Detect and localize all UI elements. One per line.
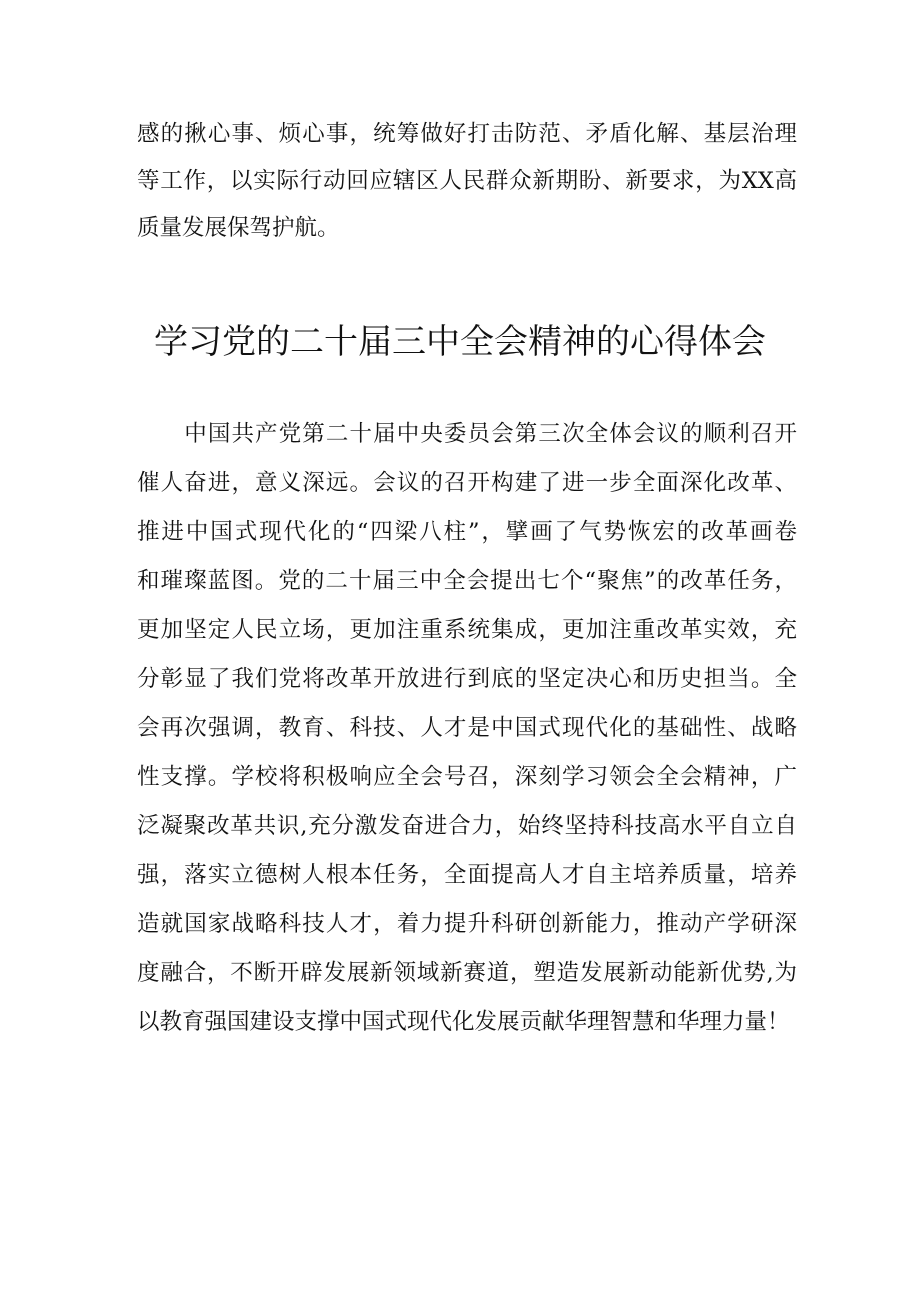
article-line-5: 更加坚定人民立场，更加注重系统集成，更加注重改革实效，充 [137,617,797,643]
continued-paragraph-line-1: 感的揪心事、烦心事，统筹做好打击防范、矛盾化解、基层治理 [137,121,797,147]
article-line-12: 度融合，不断开辟发展新领域新赛道，塑造发展新动能新优势,为 [137,960,797,986]
article-line-8: 性支撑。学校将积极响应全会号召，深刻学习领会全会精神，广 [137,764,797,790]
article-line-9: 泛凝聚改革共识,充分激发奋进合力，始终坚持科技高水平自立自 [137,813,797,839]
article-line-13: 以教育强国建设支撑中国式现代化发展贡献华理智慧和华理力量！ [137,1009,790,1035]
continued-paragraph-line-3: 质量发展保驾护航。 [137,215,340,241]
article-line-4: 和璀璨蓝图。党的二十届三中全会提出七个“聚焦”的改革任务， [137,568,797,594]
article-line-11: 造就国家战略科技人才，着力提升科研创新能力，推动产学研深 [137,911,797,937]
article-line-10: 强，落实立德树人根本任务，全面提高人才自主培养质量，培养 [137,862,797,888]
article-line-1: 中国共产党第二十届中央委员会第三次全体会议的顺利召开 [137,421,797,447]
article-line-6: 分彰显了我们党将改革开放进行到底的坚定决心和历史担当。全 [137,666,797,692]
continued-paragraph-line-2: 等工作，以实际行动回应辖区人民群众新期盼、新要求，为XX高 [137,168,797,194]
article-title: 学习党的二十届三中全会精神的心得体会 [154,322,766,362]
article-line-2: 催人奋进，意义深远。会议的召开构建了进一步全面深化改革、 [137,470,797,496]
article-line-3: 推进中国式现代化的“四梁八柱”，擘画了气势恢宏的改革画卷 [137,519,797,545]
article-line-7: 会再次强调，教育、科技、人才是中国式现代化的基础性、战略 [137,715,797,741]
